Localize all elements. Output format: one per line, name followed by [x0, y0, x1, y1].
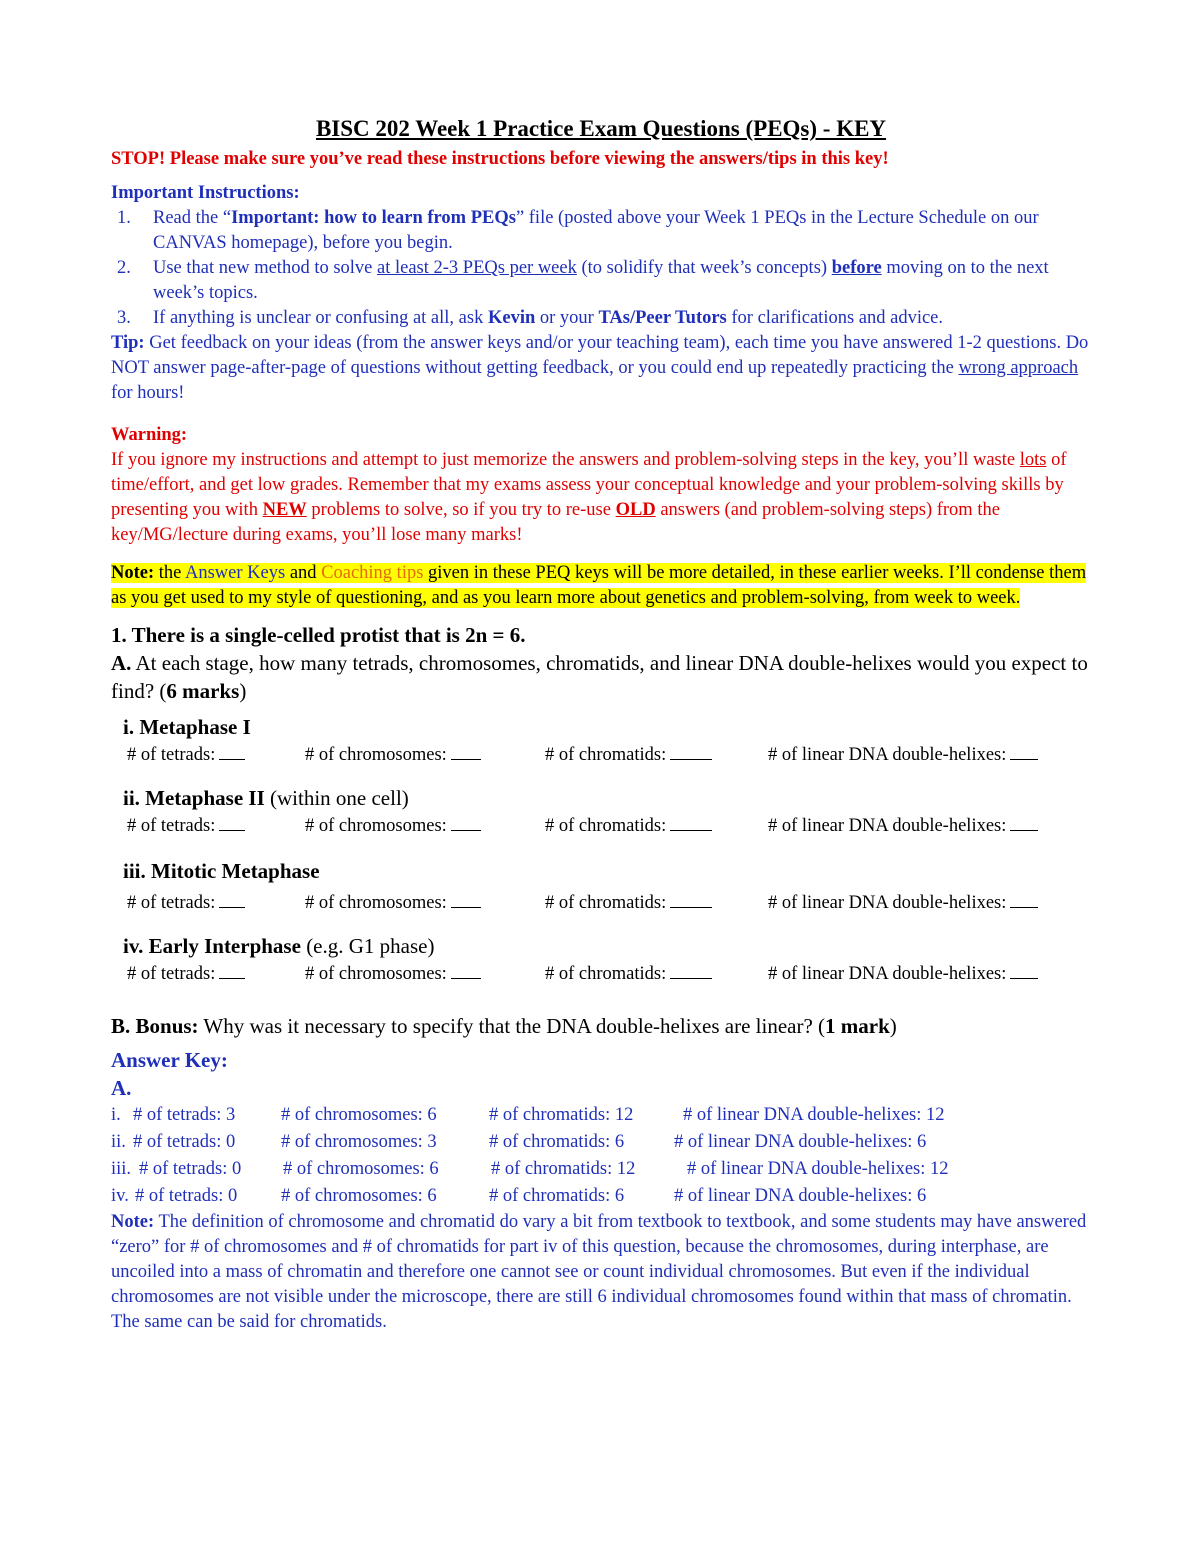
instruction-item: 1. Read the “Important: how to learn from PEQs” file (posted above your Week 1 PEQs in the Lecture Schedule on our CANVAS homepage), before you begin. [117, 208, 1039, 253]
answer-key-part: A. [111, 1076, 132, 1100]
answer-row: ii. # of tetrads: 0 # of chromosomes: 3 # of chromatids: 6 # of linear DNA double-helixes: 6 [111, 1132, 927, 1152]
dna-field: # of linear DNA double-helixes: [768, 960, 1038, 988]
question-part-b: B. Bonus: Why was it necessary to specify that the DNA double-helixes are linear? (1 mark) [111, 1014, 897, 1038]
instructions-heading: Important Instructions: [111, 183, 300, 203]
answer-note: Note: The definition of chromosome and chromatid do vary a bit from textbook to textbook, and some students may have answered “zero” for # of chromosomes and # of chromatids for part iv of this question, because the chromosomes, during interphase, are uncoiled into a mass of chromatin and therefore one cannot see or count individual chromosomes. But even if the individual chromosomes are not visible under the microscope, there are still 6 individual chromosomes found within that mass of chromatin. The same can be said for chromatids. [111, 1212, 1087, 1332]
instruction-item: 3. If anything is unclear or confusing at all, ask Kevin or your TAs/Peer Tutors for clarifications and advice. [117, 308, 944, 328]
chromosomes-field: # of chromosomes: [305, 960, 481, 988]
stage-block [123, 932, 1091, 988]
tetrads-field: # of tetrads: [127, 960, 245, 988]
question-stem: 1. There is a single-celled protist that is 2n = 6. [111, 623, 526, 647]
document-body [111, 114, 1091, 1335]
chromosomes-field: # of chromosomes: [305, 741, 481, 769]
chromatids-field: # of chromatids: [545, 960, 712, 988]
note-paragraph: Note: the Answer Keys and Coaching tips given in these PEQ keys will be more detailed, in these earlier weeks. I’ll condense them as you get used to my style of questioning, and as you learn more about genetics and problem-solving, from week to week. [111, 563, 1087, 608]
stage-title: iv. Early Interphase (e.g. G1 phase) [123, 934, 435, 958]
warning-paragraph: If you ignore my instructions and attempt to just memorize the answers and problem-solving steps in the key, you’ll waste lots of time/effort, and get low grades. Remember that my exams assess your conceptual knowledge and your problem-solving skills by presenting you with NEW problems to solve, so if you try to re-use OLD answers (and problem-solving steps) from the key/MG/lecture during exams, you’ll lose many marks! [111, 450, 1067, 545]
page-title: BISC 202 Week 1 Practice Exam Questions (PEQs) - KEY [315, 116, 887, 141]
stage-fields [123, 960, 1091, 988]
answer-row: i. # of tetrads: 3 # of chromosomes: 6 # of chromatids: 12 # of linear DNA double-helixes: 12 [111, 1105, 945, 1125]
dna-field: # of linear DNA double-helixes: [768, 741, 1038, 769]
stage-title: ii. Metaphase II (within one cell) [123, 786, 409, 810]
answer-key-heading: Answer Key: [111, 1048, 228, 1072]
tip-paragraph: Tip: Get feedback on your ideas (from the answer keys and/or your teaching team), each time you have answered 1-2 questions. Do NOT answer page-after-page of questions without getting feedback, or you could end up repeatedly practicing the wrong approach for hours! [111, 333, 1089, 403]
stage-fields [123, 889, 1091, 917]
chromatids-field: # of chromatids: [545, 889, 712, 917]
stage-title: iii. Mitotic Metaphase [123, 859, 320, 883]
chromatids-field: # of chromatids: [545, 812, 712, 840]
stop-notice: STOP! Please make sure you’ve read these instructions before viewing the answers/tips in this key! [111, 149, 889, 169]
warning-heading: Warning: [111, 425, 188, 445]
answer-row: iv. # of tetrads: 0 # of chromosomes: 6 # of chromatids: 6 # of linear DNA double-helixes: 6 [111, 1186, 927, 1206]
chromosomes-field: # of chromosomes: [305, 889, 481, 917]
instruction-item: 2. Use that new method to solve at least 2-3 PEQs per week (to solidify that week’s concepts) before moving on to the next week’s topics. [117, 258, 1049, 303]
stage-fields [123, 812, 1091, 840]
question-part-a: A. At each stage, how many tetrads, chromosomes, chromatids, and linear DNA double-helixes would you expect to find? (6 marks) [111, 651, 1088, 703]
chromosomes-field: # of chromosomes: [305, 812, 481, 840]
tetrads-field: # of tetrads: [127, 889, 245, 917]
stage-title: i. Metaphase I [123, 715, 251, 739]
chromatids-field: # of chromatids: [545, 741, 712, 769]
answer-row: iii. # of tetrads: 0 # of chromosomes: 6 # of chromatids: 12 # of linear DNA double-helixes: 12 [111, 1159, 949, 1179]
tetrads-field: # of tetrads: [127, 812, 245, 840]
stage-block [123, 857, 1091, 917]
stage-fields [123, 741, 1091, 769]
stage-block [123, 713, 1091, 769]
tetrads-field: # of tetrads: [127, 741, 245, 769]
stage-block [123, 784, 1091, 840]
dna-field: # of linear DNA double-helixes: [768, 889, 1038, 917]
instructions-list [111, 206, 1091, 331]
dna-field: # of linear DNA double-helixes: [768, 812, 1038, 840]
